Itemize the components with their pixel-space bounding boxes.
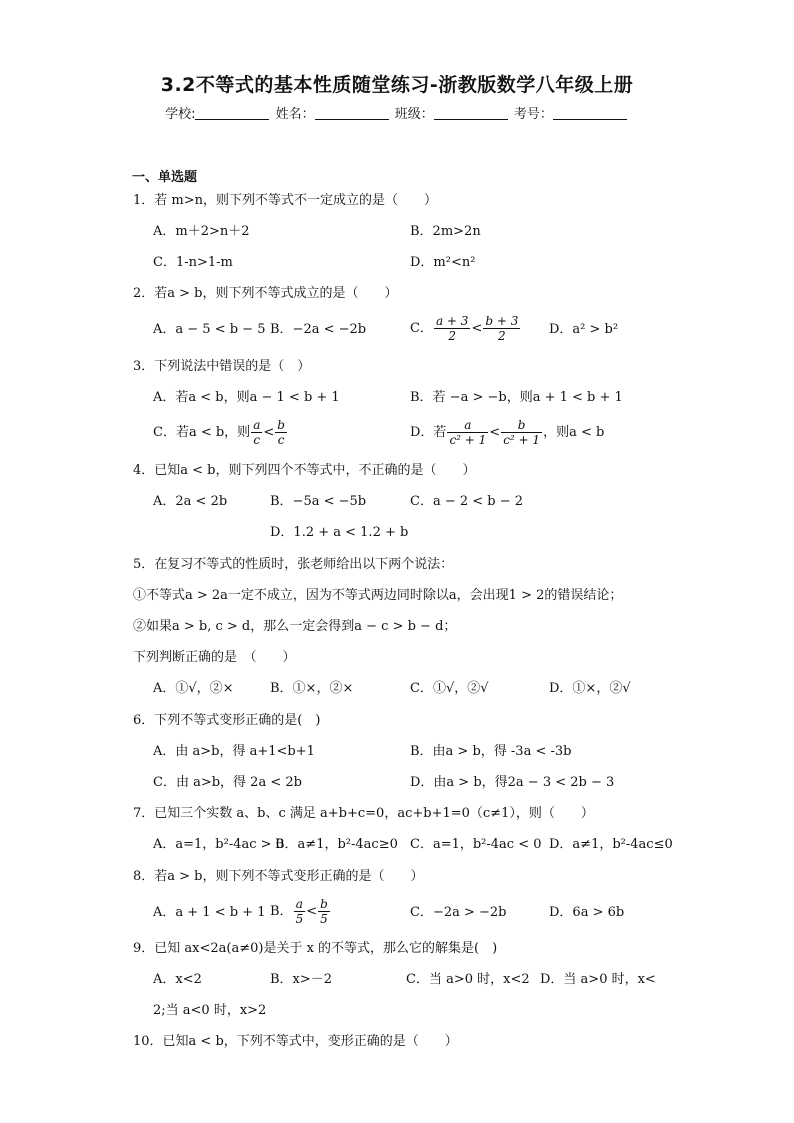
question-2-option-a: A．a − 5 < b − 5 — [153, 322, 266, 337]
question-7-stem: 7．已知三个实数 a、b、c 满足 a+b+c=0，ac+b+1=0（c≠1），则（ ） — [133, 806, 594, 821]
name-blank[interactable] — [315, 107, 389, 120]
question-5-statement-2: ②如果a > b, c > d，那么一定会得到a − c > b − d； — [133, 619, 457, 634]
question-4-option-b: B．−5a < −5b — [270, 494, 367, 509]
question-3-option-d: D．若 $\frac{a}{\text{c² + 1}}$ < $\frac{b}{\text{c² + 1}}$ ，则a < b — [410, 418, 605, 447]
question-3-option-a: A．若a < b，则a − 1 < b + 1 — [153, 390, 340, 405]
question-5-option-c: C．①√，②√ — [410, 681, 489, 696]
question-9-option-b: B．x>－2 — [270, 972, 333, 987]
question-7-option-c: C．a=1，b²-4ac < 0 — [410, 837, 542, 852]
question-8-option-d: D．6a > 6b — [549, 905, 625, 920]
question-8-option-c: C．−2a > −2b — [410, 905, 507, 920]
question-7-option-b: B．a≠1，b²-4ac≥0 — [275, 837, 398, 852]
question-4-option-a: A．2a < 2b — [153, 494, 228, 509]
school-blank[interactable] — [195, 107, 269, 120]
question-7-option-a: A．a=1，b²-4ac > 0 — [153, 837, 284, 852]
exam-number-blank[interactable] — [553, 107, 627, 120]
fraction: $\frac{b}{5}$ — [320, 897, 328, 926]
question-3-option-b: B．若 −a > −b，则a + 1 < b + 1 — [410, 390, 623, 405]
question-5-statement-1: ①不等式a > 2a一定不成立，因为不等式两边同时除以a，会出现1 > 2的错误结论； — [133, 588, 623, 603]
question-1-option-c: C．1-n>1-m — [153, 255, 233, 270]
section-title: 一、单选题 — [132, 170, 198, 185]
question-6-option-c: C．由 a>b，得 2a < 2b — [153, 775, 302, 790]
question-3-option-c: C．若a < b，则 $\frac{a}{c}$ < $\frac{b}{c}$ — [153, 418, 285, 447]
question-9-option-d: D．当 a>0 时，x< — [540, 972, 656, 987]
question-6-stem: 6．下列不等式变形正确的是( ) — [133, 713, 321, 728]
question-1-option-d: D．m²<n² — [410, 255, 476, 270]
question-9-option-c: C．当 a>0 时，x<2 — [406, 972, 530, 987]
question-6-option-b: B．由a > b，得 -3a < -3b — [410, 744, 572, 759]
student-info-line — [0, 103, 794, 122]
fraction: $\frac{a + 3}{2}$ — [435, 314, 469, 343]
fraction: $\frac{b}{c}$ — [277, 418, 285, 447]
question-7-option-d: D．a≠1，b²-4ac≤0 — [549, 837, 673, 852]
class-blank[interactable] — [434, 107, 508, 120]
question-5-stem: 5．在复习不等式的性质时，张老师给出以下两个说法： — [133, 557, 454, 572]
question-9-option-a: A．x<2 — [153, 972, 202, 987]
question-1-stem: 1．若 m>n，则下列不等式不一定成立的是（ ） — [133, 193, 437, 208]
question-8-stem: 8．若a > b，则下列不等式变形正确的是（ ） — [133, 869, 424, 884]
question-9-option-d-continued: 2;当 a<0 时，x>2 — [153, 1003, 267, 1018]
question-6-option-a: A．由 a>b，得 a+1<b+1 — [153, 744, 315, 759]
fraction: $\frac{a}{5}$ — [295, 897, 304, 926]
question-1-option-a: A．m＋2>n＋2 — [153, 224, 250, 239]
question-4-option-d: D．1.2 + a < 1.2 + b — [270, 525, 409, 540]
question-6-option-d: D．由a > b，得2a − 3 < 2b − 3 — [410, 775, 615, 790]
question-10-stem: 10．已知a < b，下列不等式中，变形正确的是（ ） — [133, 1034, 458, 1049]
question-3-stem: 3．下列说法中错误的是（ ） — [133, 359, 311, 374]
question-2-stem: 2．若a > b，则下列不等式成立的是（ ） — [133, 286, 398, 301]
name-label: 姓名： — [275, 107, 315, 122]
question-2-option-d: D．a² > b² — [549, 322, 619, 337]
fraction: $\frac{a}{c}$ — [253, 418, 261, 447]
question-2-option-c-label: C． — [410, 321, 433, 336]
question-8-option-b: B． $\frac{a}{5}$ < $\frac{b}{5}$ — [270, 897, 328, 926]
fraction: $\frac{a}{\text{c² + 1}}$ — [449, 418, 487, 447]
question-2-option-b: B．−2a < −2b — [270, 322, 367, 337]
exam-number-label: 考号： — [513, 107, 553, 122]
fraction: $\frac{b}{\text{c² + 1}}$ — [503, 418, 541, 447]
question-5-ask: 下列判断正确的是 （ ） — [133, 650, 296, 665]
page-title: 3.2不等式的基本性质随堂练习-浙教版数学八年级上册 — [160, 74, 634, 96]
fraction: $\frac{b + 3}{2}$ — [485, 314, 519, 343]
question-4-stem: 4．已知a < b，则下列四个不等式中，不正确的是（ ） — [133, 463, 476, 478]
question-1-option-b: B．2m>2n — [410, 224, 481, 239]
class-label: 班级： — [394, 107, 434, 122]
question-5-option-b: B．①×，②× — [270, 681, 354, 696]
question-5-option-a: A．①√，②× — [153, 681, 234, 696]
question-8-option-a: A．a + 1 < b + 1 — [153, 905, 266, 920]
question-4-option-c: C．a − 2 < b − 2 — [410, 494, 524, 509]
question-9-stem: 9．已知 ax<2a(a≠0)是关于 x 的不等式，那么它的解集是( ) — [133, 941, 498, 956]
school-label: 学校: — [165, 107, 196, 122]
question-5-option-d: D．①×，②√ — [549, 681, 631, 696]
question-2-option-c: C． $\frac{a + 3}{2}$ < $\frac{b + 3}{2}$ — [410, 314, 519, 343]
